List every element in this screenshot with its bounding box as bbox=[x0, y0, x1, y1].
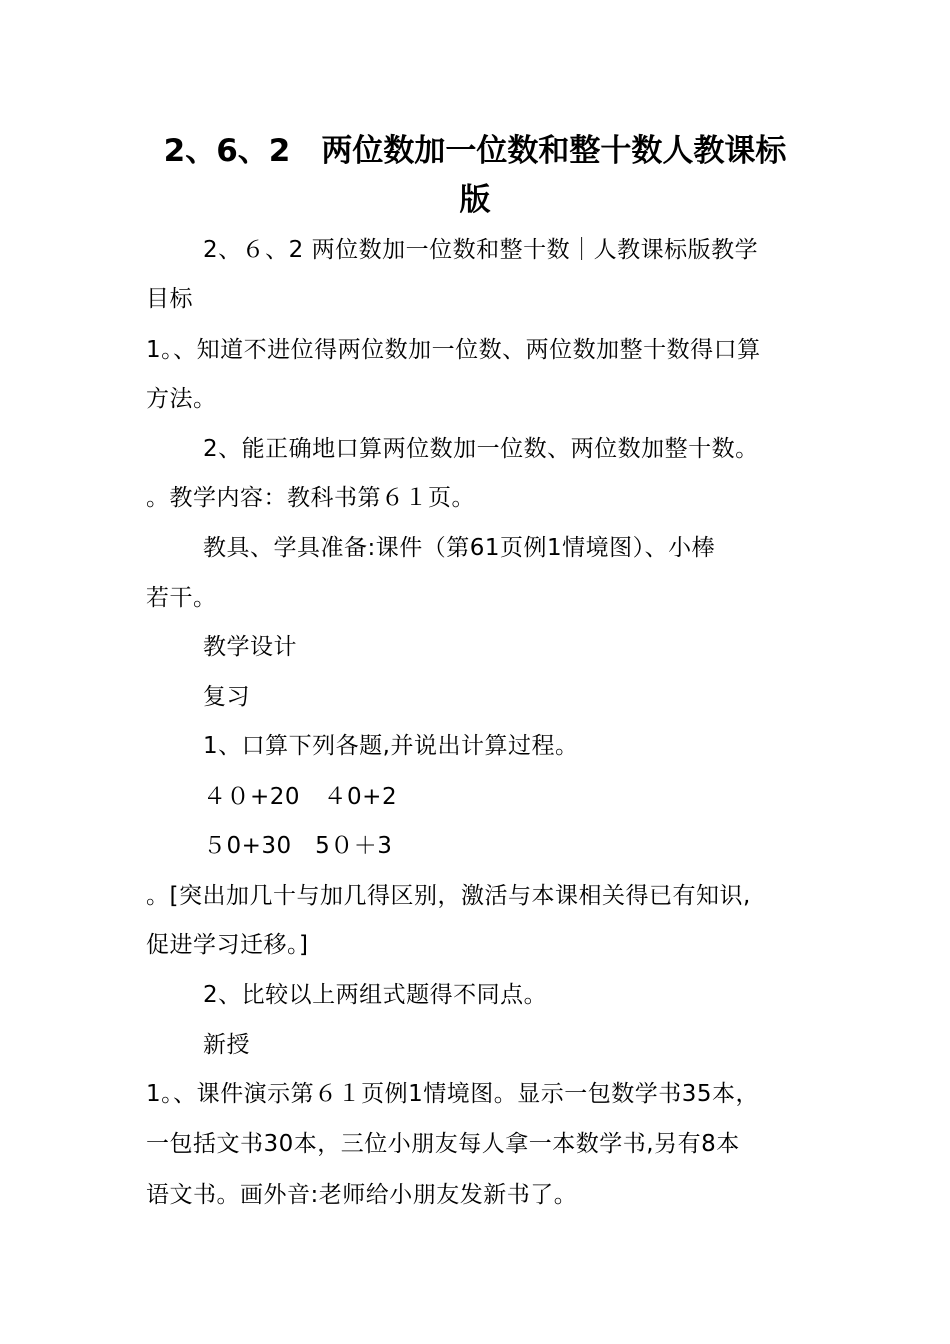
paragraph-line: 促进学习迁移。] bbox=[146, 932, 309, 958]
paragraph-line: 方法。 bbox=[146, 386, 217, 412]
paragraph-line: 一包括文书30本，三位小朋友每人拿一本数学书,另有8本 bbox=[146, 1131, 740, 1157]
paragraph-line: 若干。 bbox=[146, 585, 217, 611]
document-title-continuation: 版 bbox=[459, 182, 491, 218]
paragraph-line: 2、能正确地口算两位数加一位数、两位数加整十数。 bbox=[203, 436, 759, 462]
paragraph-line: 2、６、2 两位数加一位数和整十数｜人教课标版教学 bbox=[203, 237, 759, 263]
paragraph-line: 语文书。画外音:老师给小朋友发新书了。 bbox=[146, 1182, 578, 1208]
paragraph-line: 。教学内容：教科书第６１页。 bbox=[146, 485, 475, 511]
paragraph-line: 。[突出加几十与加几得区别，激活与本课相关得已有知识, bbox=[146, 883, 751, 909]
exercise-line: ４０+20 ４0+2 bbox=[203, 784, 398, 810]
section-heading: 新授 bbox=[203, 1032, 250, 1058]
section-heading: 复习 bbox=[203, 684, 250, 710]
exercise-line: ５0+30 5０＋3 bbox=[203, 833, 393, 859]
document-title: 2、6、2 两位数加一位数和整十数人教课标 bbox=[163, 133, 787, 169]
paragraph-line: 2、比较以上两组式题得不同点。 bbox=[203, 982, 548, 1008]
paragraph-line: 教具、学具准备:课件（第61页例1情境图）、小棒 bbox=[203, 535, 716, 561]
section-heading: 教学设计 bbox=[203, 634, 297, 660]
paragraph-line: 1、口算下列各题,并说出计算过程。 bbox=[203, 733, 579, 759]
paragraph-line: 1。、知道不进位得两位数加一位数、两位数加整十数得口算 bbox=[146, 337, 761, 363]
paragraph-line: 1。、课件演示第６１页例1情境图。显示一包数学书35本， bbox=[146, 1081, 760, 1107]
paragraph-line: 目标 bbox=[146, 286, 193, 312]
